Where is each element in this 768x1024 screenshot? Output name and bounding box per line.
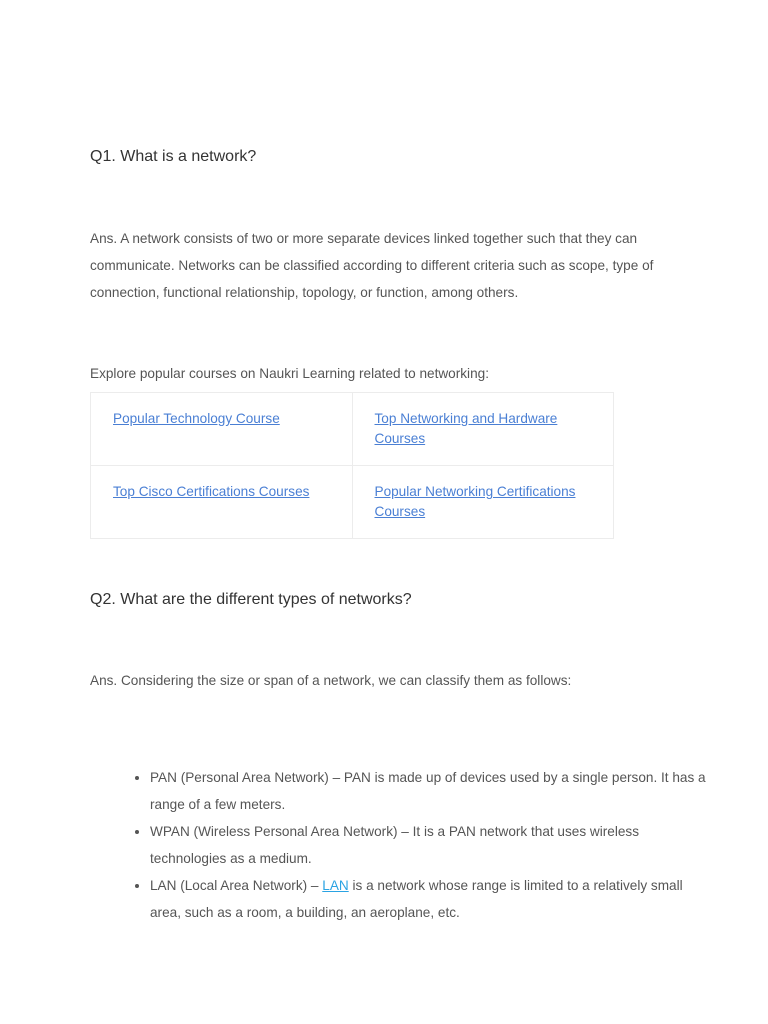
network-types-list bbox=[128, 764, 710, 926]
table-cell bbox=[91, 393, 353, 466]
top-cisco-certifications-courses-link[interactable]: Top Cisco Certifications Courses bbox=[113, 484, 310, 499]
answer-2-paragraph: Ans. Considering the size or span of a network, we can classify them as follows: bbox=[90, 673, 572, 688]
courses-intro-text: Explore popular courses on Naukri Learning related to networking: bbox=[90, 366, 489, 381]
table-cell bbox=[91, 466, 353, 539]
lan-item-prefix: LAN (Local Area Network) – bbox=[150, 878, 323, 893]
popular-networking-certifications-courses-link[interactable]: Popular Networking Certifications Courses bbox=[374, 484, 576, 519]
table-row bbox=[91, 466, 614, 539]
list-item-lan bbox=[150, 872, 710, 926]
popular-technology-course-link[interactable]: Popular Technology Course bbox=[113, 411, 280, 426]
table-cell bbox=[352, 466, 614, 539]
table-cell bbox=[352, 393, 614, 466]
list-item-wpan: • WPAN (Wireless Personal Area Network) – It is a PAN network that uses wireless technologies as a medium. bbox=[150, 818, 710, 872]
question-1-heading: Q1. What is a network? bbox=[90, 148, 257, 165]
answer-1-paragraph: Ans. A network consists of two or more separate devices linked together such that they can communicate. Networks can be classified according to different criteria such as scope, type of connection, functional relationship, topology, or function, among others. bbox=[90, 231, 654, 300]
list-item-pan: • PAN (Personal Area Network) – PAN is made up of devices used by a single person. It has a range of a few meters. bbox=[150, 764, 710, 818]
courses-links-table bbox=[90, 392, 614, 539]
lan-link[interactable]: LAN bbox=[322, 878, 349, 893]
table-row bbox=[91, 393, 614, 466]
lan-item-suffix: is a network whose range is limited to a relatively small area, such as a room, a building, an aeroplane, etc. bbox=[150, 878, 683, 920]
question-2-heading: Q2. What are the different types of networks? bbox=[90, 591, 412, 608]
top-networking-hardware-courses-link[interactable]: Top Networking and Hardware Courses bbox=[374, 411, 558, 446]
